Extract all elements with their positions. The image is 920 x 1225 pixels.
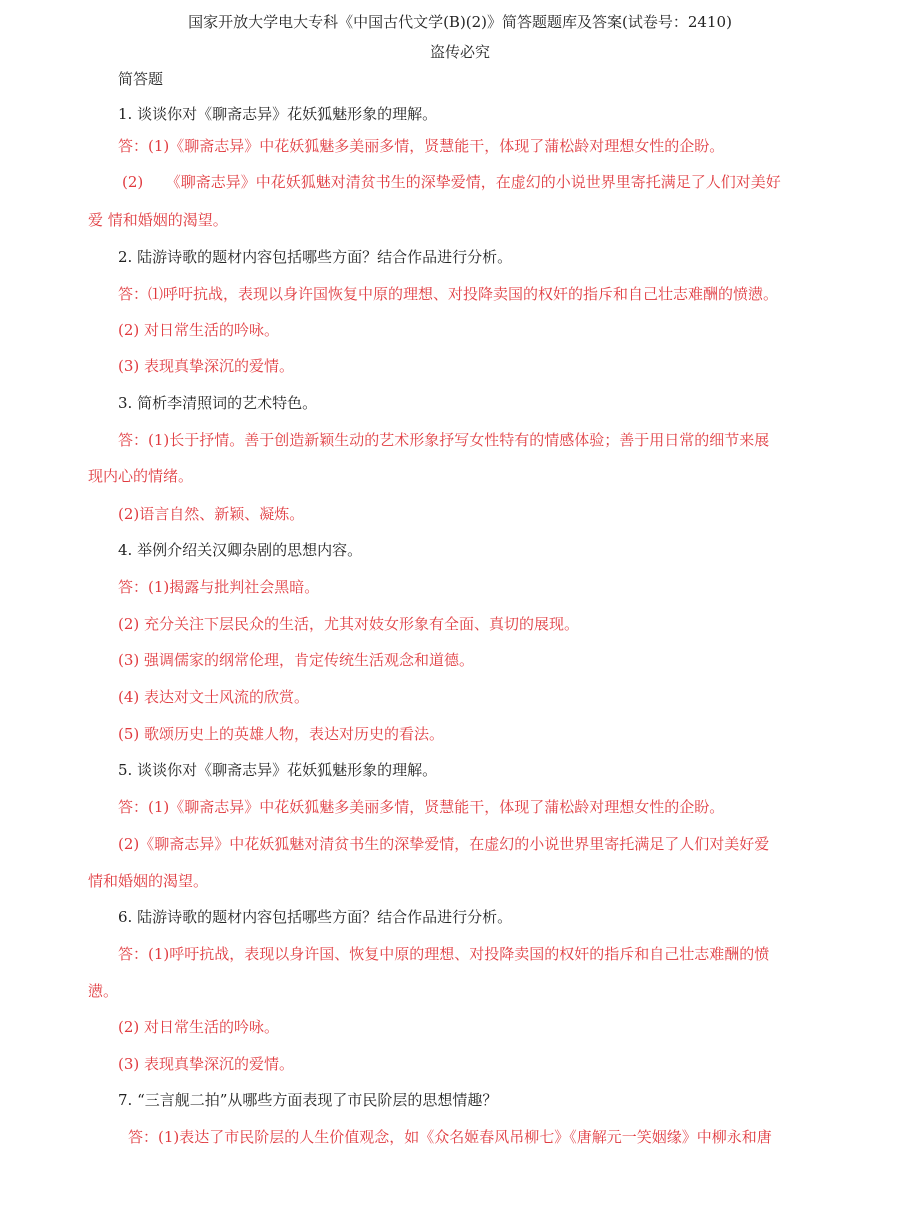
question-4: 4. 举例介绍关汉卿杂剧的思想内容。 bbox=[118, 541, 363, 559]
document-subtitle: 盗传必究 bbox=[429, 43, 490, 61]
answer-line: (2) 对日常生活的吟咏。 bbox=[118, 321, 280, 339]
answer-line: (3) 表现真挚深沉的爱情。 bbox=[118, 1055, 295, 1073]
question-5: 5. 谈谈你对《聊斋志异》花妖狐魅形象的理解。 bbox=[118, 761, 438, 779]
answer-line: (5) 歌颂历史上的英雄人物，表达对历史的看法。 bbox=[118, 725, 445, 743]
answer-line: 答：(1)表达了市民阶层的人生价值观念，如《众名姬春风吊柳七》《唐解元一笑姻缘》中柳永和唐 bbox=[128, 1128, 772, 1146]
question-7: 7. “三言舰二拍”从哪些方面表现了市民阶层的思想情趣？ bbox=[118, 1091, 498, 1109]
answer-line: (2)《聊斋志异》中花妖狐魅对清贫书生的深挚爱情，在虚幻的小说世界里寄托满足了人们对美好爱 bbox=[118, 835, 770, 853]
answer-line: 答：(1)长于抒情。善于创造新颖生动的艺术形象抒写女性特有的情感体验；善于用日常的细节来展 bbox=[118, 431, 770, 449]
question-3: 3. 简析李清照词的艺术特色。 bbox=[118, 394, 318, 412]
section-label: 简答题 bbox=[118, 70, 164, 88]
answer-line: 情和婚姻的渴望。 bbox=[88, 872, 209, 890]
document-title: 国家开放大学电大专科《中国古代文学(B)(2)》简答题题库及答案(试卷号：2410) bbox=[188, 13, 732, 31]
answer-line: 答：(1)《聊斋志异》中花妖狐魅多美丽多情，贤慧能干，体现了蒲松龄对理想女性的企盼。 bbox=[118, 137, 725, 155]
answer-line: 爱 情和婚姻的渴望。 bbox=[88, 211, 228, 229]
answer-line: (2) 充分关注下层民众的生活，尤其对妓女形象有全面、真切的展现。 bbox=[118, 615, 580, 633]
question-2: 2. 陆游诗歌的题材内容包括哪些方面？结合作品进行分析。 bbox=[118, 248, 513, 266]
answer-line: (3) 强调儒家的纲常伦理，肯定传统生活观念和道德。 bbox=[118, 651, 475, 669]
question-1: 1. 谈谈你对《聊斋志异》花妖狐魅形象的理解。 bbox=[118, 105, 438, 123]
answer-line: 答：⑴呼吁抗战，表现以身许国恢复中原的理想、对投降卖国的权奸的指斥和自己壮志难酬的愤懑。 bbox=[118, 285, 779, 303]
answer-line: 答：(1)呼吁抗战，表现以身许国、恢复中原的理想、对投降卖国的权奸的指斥和自己壮志难酬的愤 bbox=[118, 945, 770, 963]
answer-line: 答：(1)揭露与批判社会黑暗。 bbox=[118, 578, 320, 596]
question-6: 6. 陆游诗歌的题材内容包括哪些方面？结合作品进行分析。 bbox=[118, 908, 513, 926]
answer-line: (2) 《聊斋志异》中花妖狐魅对清贫书生的深挚爱情，在虚幻的小说世界里寄托满足了人们对美好 bbox=[122, 173, 781, 191]
answer-line: 现内心的情绪。 bbox=[88, 467, 194, 485]
answer-line: (2)语言自然、新颖、凝炼。 bbox=[118, 505, 305, 523]
answer-line: (2) 对日常生活的吟咏。 bbox=[118, 1018, 280, 1036]
answer-line: 答：(1)《聊斋志异》中花妖狐魅多美丽多情，贤慧能干，体现了蒲松龄对理想女性的企盼。 bbox=[118, 798, 725, 816]
answer-line: (3) 表现真挚深沉的爱情。 bbox=[118, 357, 295, 375]
answer-line: 懑。 bbox=[88, 982, 119, 1000]
answer-line: (4) 表达对文士风流的欣赏。 bbox=[118, 688, 310, 706]
